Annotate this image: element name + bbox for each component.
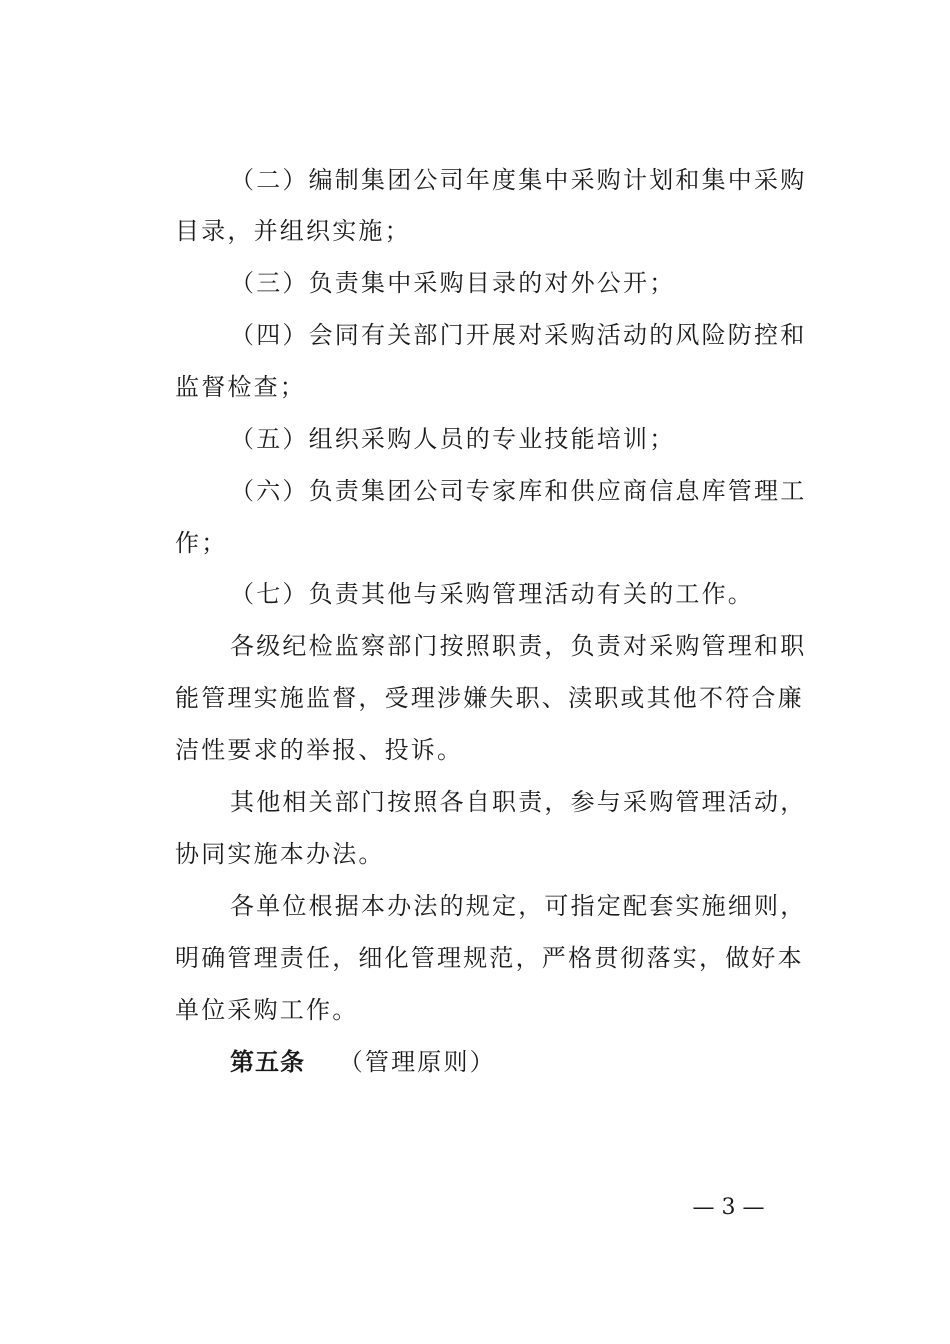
list-item-3: （三）负责集中采购目录的对外公开； xyxy=(230,269,676,297)
paragraph-supervision-line-1: 各级纪检监察部门按照职责，负责对采购管理和职 xyxy=(230,632,807,660)
list-item-6-line-2: 作； xyxy=(175,529,228,557)
paragraph-supervision-line-2: 能管理实施监督，受理涉嫌失职、渎职或其他不符合廉 xyxy=(175,684,804,712)
paragraph-other-departments-line-1: 其他相关部门按照各自职责，参与采购管理活动， xyxy=(230,788,807,816)
paragraph-other-departments-line-2: 协同实施本办法。 xyxy=(175,840,385,868)
article-number: 第五条 xyxy=(230,1048,305,1076)
list-item-4-line-2: 监督检查； xyxy=(175,373,306,401)
page-number: — 3 — xyxy=(692,1195,765,1220)
paragraph-units-line-1: 各单位根据本办法的规定，可指定配套实施细则， xyxy=(230,892,807,920)
list-item-4-line-1: （四）会同有关部门开展对采购活动的风险防控和 xyxy=(230,321,807,349)
paragraph-supervision-line-3: 洁性要求的举报、投诉。 xyxy=(175,736,464,764)
list-item-6-line-1: （六）负责集团公司专家库和供应商信息库管理工 xyxy=(230,477,807,505)
list-item-2-line-2: 目录，并组织实施； xyxy=(175,217,411,245)
paragraph-units-line-2: 明确管理责任，细化管理规范，严格贯彻落实，做好本 xyxy=(175,944,804,972)
article-heading xyxy=(230,1047,785,1077)
article-title: （管理原则） xyxy=(338,1048,496,1076)
list-item-5: （五）组织采购人员的专业技能培训； xyxy=(230,425,676,453)
paragraph-units-line-3: 单位采购工作。 xyxy=(175,996,359,1024)
list-item-2-line-1: （二）编制集团公司年度集中采购计划和集中采购 xyxy=(230,166,807,194)
list-item-7: （七）负责其他与采购管理活动有关的工作。 xyxy=(230,580,754,608)
